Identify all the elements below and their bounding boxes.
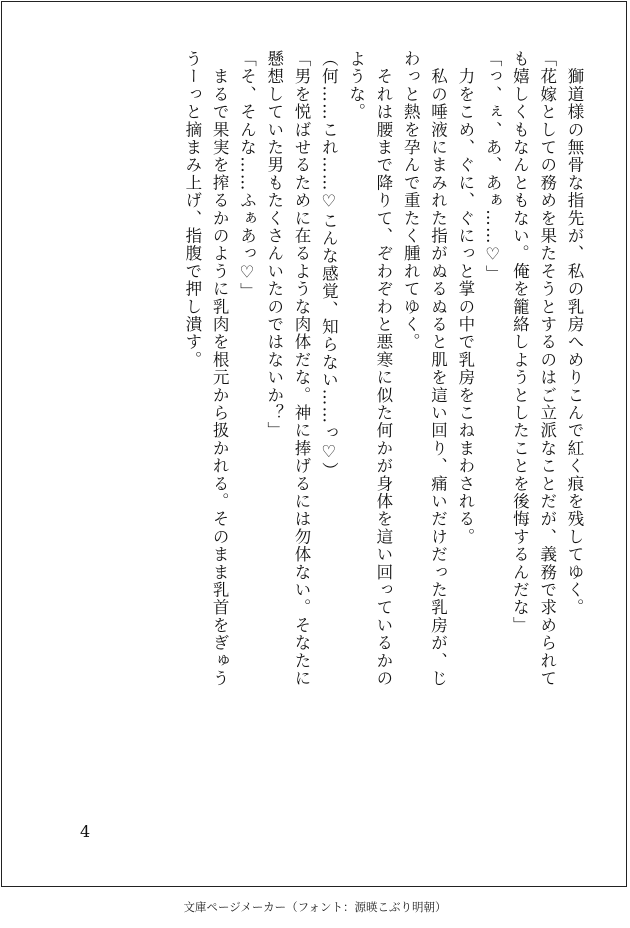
text-line: 「男を悦ばせるために在るような肉体だな。神に捧げるには勿体ない。そなたに: [292, 50, 312, 688]
text-line: ような。: [346, 50, 366, 121]
footer-credit: 文庫ページメーカー（フォント：源暎こぶり明朝）: [183, 900, 447, 914]
text-line: 獅道様の無骨な指先が、私の乳房へめりこんで紅く痕を残してゆく。: [565, 50, 584, 617]
text-line: まるで果実を搾るかのように乳肉を根元から扱かれる。そのまま乳首をぎゅう: [210, 50, 230, 688]
text-line: うーっと摘まみ上げ、指腹で押し潰す。: [182, 50, 202, 369]
page-number: 4: [80, 822, 91, 841]
text-line: 力をこめ、ぐに、ぐにっと掌の中で乳房をこねまわされる。: [455, 50, 475, 546]
text-line: 懸想していた男もたくさんいたのではないか？」: [264, 50, 284, 440]
text-line: 「っ、ぇ、あ、あぁ……♡」: [483, 50, 503, 283]
text-line: 私の唾液にまみれた指がぬるぬると肌を這い回り、痛いだけだった乳房が、じ: [428, 50, 448, 688]
text-line: （何……これ……♡こんな感覚、知らない……っ♡）: [319, 50, 339, 480]
text-line: 「そ、そんな……ふぁあっ♡」: [237, 50, 257, 301]
text-line: 「花嫁としての務めを果たそうとするのはご立派なことだが、義務で求められて: [537, 50, 557, 688]
page-frame: [1, 1, 627, 887]
text-line: わっと熱を孕んで重たく腫れてゆく。: [401, 50, 421, 351]
text-line: それは腰まで降りて、ぞわぞわと悪寒に似た何かが身体を這い回っているかの: [373, 50, 393, 688]
text-line: も嬉しくもなんともない。俺を籠絡しようとしたことを後悔するんだな」: [510, 50, 530, 635]
body-text: [179, 50, 588, 810]
